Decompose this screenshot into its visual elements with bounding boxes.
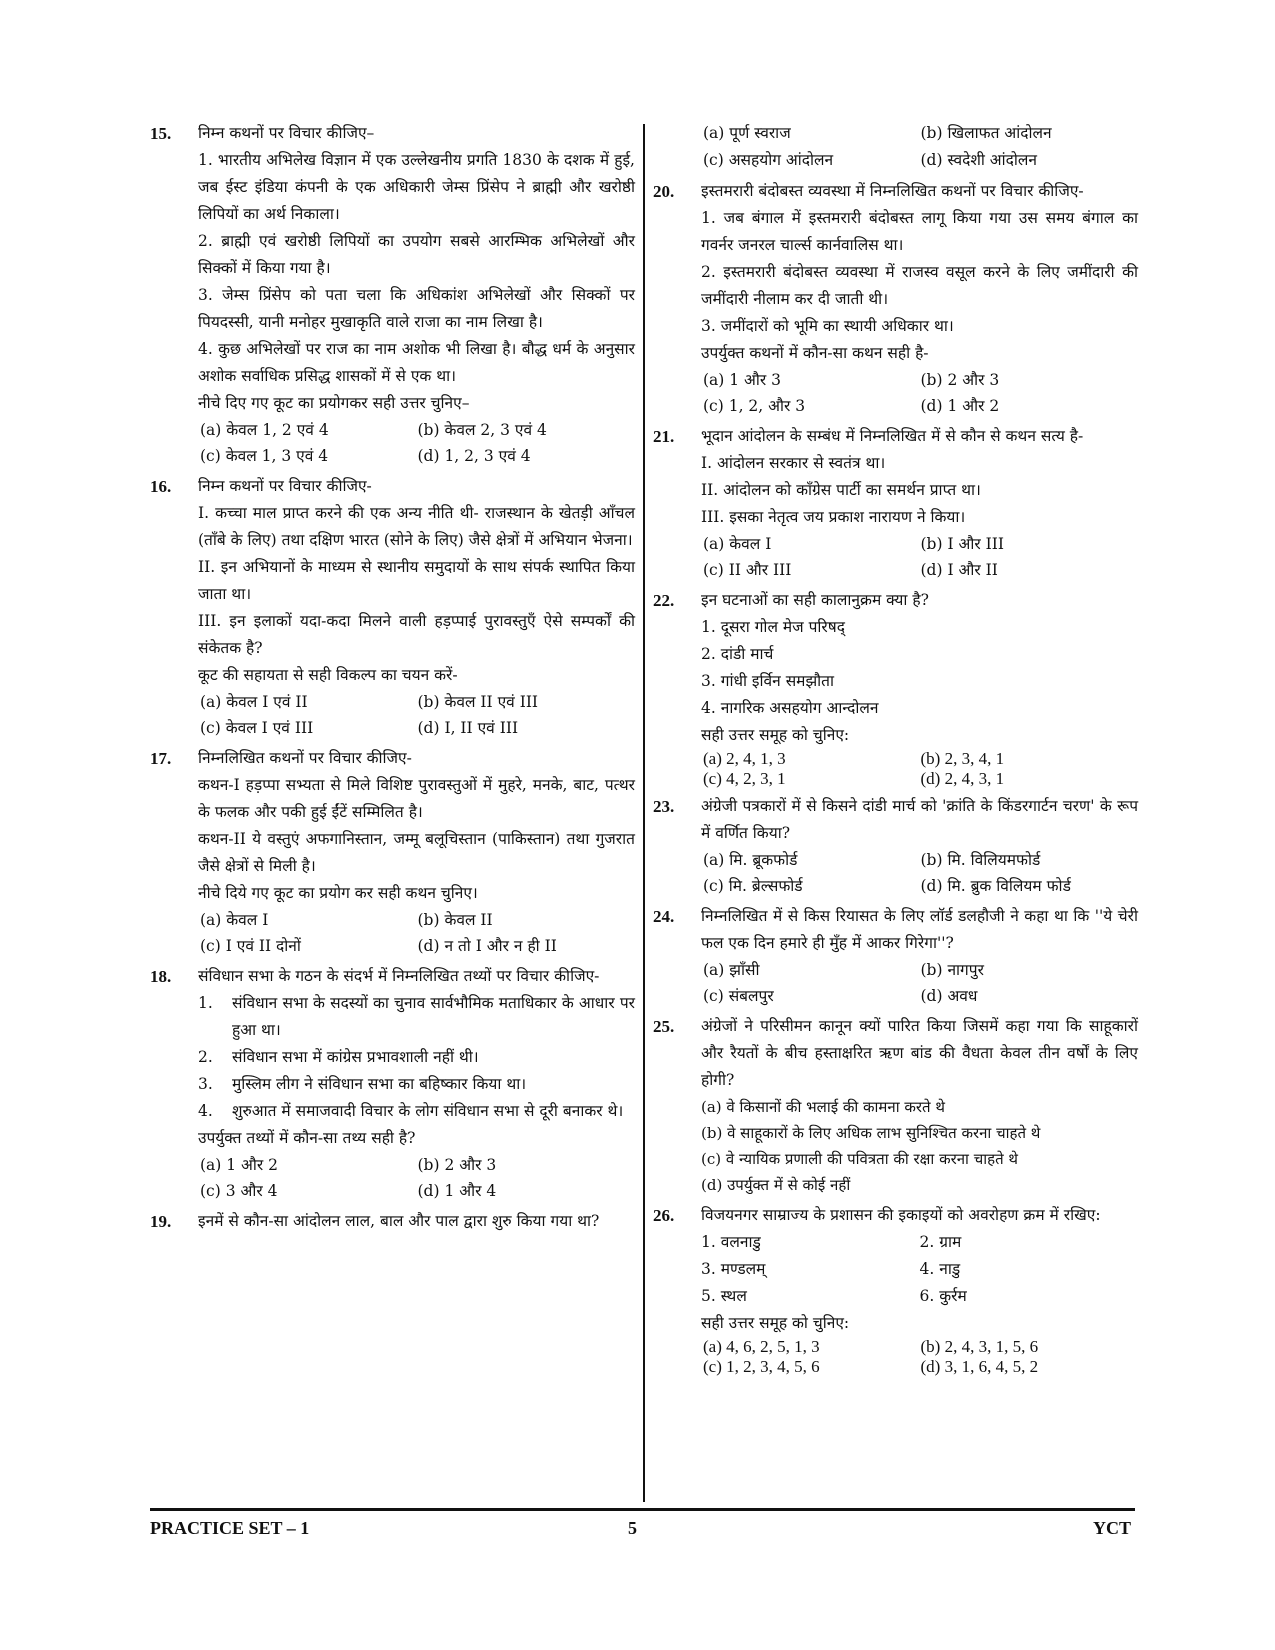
item-text: संविधान सभा के सदस्यों का चुनाव सार्वभौमिक मताधिकार के आधार पर हुआ था। — [232, 994, 635, 1039]
option-d[interactable]: (d) उपर्युक्त में से कोई नहीं — [701, 1176, 851, 1194]
list-item: 6. कुर्रम — [919, 1287, 967, 1305]
question-number: 15. — [150, 124, 172, 143]
statement: 3. गांधी इर्विन समझौता — [701, 672, 835, 690]
question-text: संविधान सभा के गठन के संदर्भ में निम्नलिखित तथ्यों पर विचार कीजिए- — [198, 967, 600, 985]
options — [701, 957, 1138, 1009]
option-b[interactable]: (b) केवल 2, 3 एवं 4 — [417, 421, 547, 439]
question-number: 22. — [653, 591, 675, 610]
statement: 3. जेम्स प्रिंसेप को पता चला कि अधिकांश अभिलेखों और सिक्कों पर पियदस्सी, यानी मनोहर मुखाकृति वाले राजा का नाम लिखा है। — [198, 286, 635, 331]
question-24 — [653, 903, 1138, 1009]
option-c[interactable]: (c) 1, 2, और 3 — [703, 397, 806, 415]
option-a[interactable]: (a) वे किसानों की भलाई की कामना करते थे — [701, 1098, 945, 1116]
statement: कथन-II ये वस्तुएं अफगानिस्तान, जम्मू बलूचिस्तान (पाकिस्तान) तथा गुजरात जैसे क्षेत्रों से मिली है। — [198, 830, 635, 875]
question-prompt: सही उत्तर समूह को चुनिए: — [701, 1314, 850, 1332]
question-prompt: कूट की सहायता से सही विकल्प का चयन करें- — [198, 666, 458, 684]
question-text: इनमें से कौन-सा आंदोलन लाल, बाल और पाल द्वारा शुरु किया गया था? — [198, 1212, 600, 1230]
option-d[interactable]: (d) 2, 4, 3, 1 — [920, 769, 1005, 788]
option-a[interactable]: (a) 4, 6, 2, 5, 1, 3 — [703, 1337, 820, 1356]
option-c[interactable]: (c) II और III — [703, 561, 792, 579]
list-item — [198, 1098, 635, 1125]
option-d[interactable]: (d) I और II — [920, 561, 998, 579]
option-a[interactable]: (a) 2, 4, 1, 3 — [703, 749, 786, 768]
option-d[interactable]: (d) 1, 2, 3 एवं 4 — [417, 447, 531, 465]
statement: 1. दूसरा गोल मेज परिषद् — [701, 618, 845, 636]
option-d[interactable]: (d) I, II एवं III — [417, 719, 519, 737]
statement: II. इन अभियानों के माध्यम से स्थानीय समुदायों के साथ संपर्क स्थापित किया जाता था। — [198, 558, 635, 603]
item-text: मुस्लिम लीग ने संविधान सभा का बहिष्कार किया था। — [232, 1075, 527, 1093]
statement: 1. भारतीय अभिलेख विज्ञान में एक उल्लेखनीय प्रगति 1830 के दशक में हुई, जब ईस्ट इंडिया कंपनी के एक अधिकारी जेम्स प्रिंसेप ने ब्राह्मी और खरोष्ठी लिपियों का अर्थ निकाला। — [198, 151, 635, 223]
question-21 — [653, 423, 1138, 583]
question-text: अंग्रेजों ने परिसीमन कानून क्यों पारित किया जिसमें कहा गया कि साहूकारों और रैयतों के बीच हस्ताक्षरित ऋण बांड की वैधता केवल तीन वर्षों के लिए होगी? — [701, 1017, 1138, 1089]
left-column — [150, 120, 635, 1239]
statement: 3. जमींदारों को भूमि का स्थायी अधिकार था। — [701, 317, 954, 335]
question-text: निम्न कथनों पर विचार कीजिए- — [198, 477, 372, 495]
options — [198, 907, 635, 959]
option-a[interactable]: (a) केवल I — [703, 535, 772, 553]
question-text: निम्नलिखित में से किस रियासत के लिए लॉर्ड डलहौजी ने कहा था कि ''ये चेरी फल एक दिन हमारे ही मुँह में आकर गिरेगा''? — [701, 907, 1138, 952]
question-19 — [150, 1208, 635, 1235]
question-number: 16. — [150, 477, 172, 496]
list-item — [198, 1071, 635, 1098]
options — [701, 847, 1138, 899]
option-a[interactable]: (a) झाँसी — [703, 961, 760, 979]
question-text: निम्न कथनों पर विचार कीजिए– — [198, 124, 375, 142]
options — [701, 1094, 1138, 1198]
question-number: 26. — [653, 1206, 675, 1225]
question-19-options — [653, 120, 1138, 174]
question-text: भूदान आंदोलन के सम्बंध में निम्नलिखित में से कौन से कथन सत्य है- — [701, 427, 1084, 445]
statement: कथन-I हड़प्पा सभ्यता से मिले विशिष्ट पुरावस्तुओं में मुहरे, मनके, बाट, पत्थर के फलक और पकी हुई ईंटें सम्मिलित है। — [198, 776, 635, 821]
statement: 2. ब्राह्मी एवं खरोष्ठी लिपियों का उपयोग सबसे आरम्भिक अभिलेखों और सिक्कों में किया गया है। — [198, 232, 635, 277]
question-number: 17. — [150, 749, 172, 768]
question-text: विजयनगर साम्राज्य के प्रशासन की इकाइयों को अवरोहण क्रम में रखिए: — [701, 1206, 1101, 1224]
options — [198, 689, 635, 741]
option-b[interactable]: (b) 2 और 3 — [920, 371, 1000, 389]
statement: II. आंदोलन को काँग्रेस पार्टी का समर्थन प्राप्त था। — [701, 481, 981, 499]
footer-rule — [150, 1508, 1135, 1511]
list-item: 5. स्थल — [701, 1287, 747, 1305]
item-number: 1. — [198, 994, 213, 1012]
question-number: 20. — [653, 182, 675, 201]
footer-set-label: PRACTICE SET – 1 — [150, 1518, 310, 1538]
question-number: 19. — [150, 1212, 172, 1231]
statement: I. कच्चा माल प्राप्त करने की एक अन्य नीति थी- राजस्थान के खेतड़ी आँचल (ताँबे के लिए) तथा दक्षिण भारत (सोने के लिए) जैसे क्षेत्रों में अभियान भेजना। — [198, 504, 635, 549]
options — [198, 1152, 635, 1204]
question-prompt: नीचे दिये गए कूट का प्रयोग कर सही कथन चुनिए। — [198, 884, 478, 902]
option-b[interactable]: (b) 2, 4, 3, 1, 5, 6 — [920, 1337, 1039, 1356]
option-a[interactable]: (a) केवल I — [200, 911, 269, 929]
option-a[interactable]: (a) मि. ब्रूकफोर्ड — [703, 851, 798, 869]
question-number: 24. — [653, 907, 675, 926]
item-text: संविधान सभा में कांग्रेस प्रभावशाली नहीं थी। — [232, 1048, 479, 1066]
question-number: 23. — [653, 797, 675, 816]
question-23 — [653, 793, 1138, 899]
list-item: 2. ग्राम — [919, 1233, 962, 1251]
question-prompt: नीचे दिए गए कूट का प्रयोगकर सही उत्तर चुनिए– — [198, 394, 470, 412]
option-c[interactable]: (c) मि. ब्रेल्सफोर्ड — [703, 877, 803, 895]
list-item: 4. नाडु — [919, 1260, 961, 1278]
option-d[interactable]: (d) 1 और 4 — [417, 1182, 497, 1200]
statement: 2. दांडी मार्च — [701, 645, 774, 663]
option-b[interactable]: (b) I और III — [920, 535, 1004, 553]
statement: I. आंदोलन सरकार से स्वतंत्र था। — [701, 454, 886, 472]
option-c[interactable]: (c) वे न्यायिक प्रणाली की पवित्रता की रक्षा करना चाहते थे — [701, 1150, 1018, 1168]
item-number: 2. — [198, 1048, 213, 1066]
list-item — [198, 990, 635, 1044]
option-d[interactable]: (d) 3, 1, 6, 4, 5, 2 — [920, 1357, 1039, 1376]
question-text: अंग्रेजी पत्रकारों में से किसने दांडी मार्च को 'क्रांति के किंडरगार्टन चरण' के रूप में वर्णित किया? — [701, 797, 1138, 842]
option-b[interactable]: (b) वे साहूकारों के लिए अधिक लाभ सुनिश्चित करना चाहते थे — [701, 1124, 1041, 1142]
question-text: इन घटनाओं का सही कालानुक्रम क्या है? — [701, 591, 929, 609]
option-c[interactable]: (c) 1, 2, 3, 4, 5, 6 — [703, 1357, 820, 1376]
question-number: 21. — [653, 427, 675, 446]
question-prompt: उपर्युक्त तथ्यों में कौन-सा तथ्य सही है? — [198, 1129, 416, 1147]
option-d[interactable]: (d) स्वदेशी आंदोलन — [920, 151, 1038, 169]
option-a[interactable]: (a) केवल 1, 2 एवं 4 — [200, 421, 329, 439]
option-a[interactable]: (a) 1 और 2 — [200, 1156, 279, 1174]
statement: III. इन इलाकों यदा-कदा मिलने वाली हड़प्पाई पुरावस्तुएँ ऐसे सम्पर्कों की संकेतक है? — [198, 612, 635, 657]
item-number: 3. — [198, 1075, 213, 1093]
options — [701, 1337, 1138, 1377]
question-16 — [150, 473, 635, 741]
option-c[interactable]: (c) संबलपुर — [703, 987, 774, 1005]
option-b[interactable]: (b) केवल II — [417, 911, 493, 929]
question-number: 25. — [653, 1017, 675, 1036]
option-c[interactable]: (c) I एवं II दोनों — [200, 937, 301, 955]
options — [701, 749, 1138, 789]
option-c[interactable]: (c) असहयोग आंदोलन — [703, 151, 834, 169]
question-text: इस्तमरारी बंदोबस्त व्यवस्था में निम्नलिखित कथनों पर विचार कीजिए- — [701, 182, 1084, 200]
option-b[interactable]: (b) मि. विलियमफोर्ड — [920, 851, 1041, 869]
option-d[interactable]: (d) अवध — [920, 987, 978, 1005]
options — [701, 531, 1138, 583]
option-b[interactable]: (b) 2, 3, 4, 1 — [920, 749, 1005, 768]
item-text: शुरुआत में समाजवादी विचार के लोग संविधान सभा से दूरी बनाकर थे। — [232, 1102, 624, 1120]
option-c[interactable]: (c) 3 और 4 — [200, 1182, 278, 1200]
option-b[interactable]: (b) खिलाफत आंदोलन — [920, 124, 1052, 142]
question-26 — [653, 1202, 1138, 1377]
question-22 — [653, 587, 1138, 789]
options — [198, 417, 635, 469]
statement: 4. नागरिक असहयोग आन्दोलन — [701, 699, 879, 717]
options — [701, 367, 1138, 419]
option-b[interactable]: (b) 2 और 3 — [417, 1156, 497, 1174]
option-c[interactable]: (c) केवल 1, 3 एवं 4 — [200, 447, 329, 465]
unit-list — [701, 1229, 1138, 1310]
list-item — [198, 1044, 635, 1071]
option-a[interactable]: (a) केवल I एवं II — [200, 693, 308, 711]
statement: 1. जब बंगाल में इस्तमरारी बंदोबस्त लागू किया गया उस समय बंगाल का गवर्नर जनरल चार्ल्स कार्नवालिस था। — [701, 209, 1138, 254]
option-c[interactable]: (c) केवल I एवं III — [200, 719, 314, 737]
statement: 4. कुछ अभिलेखों पर राज का नाम अशोक भी लिखा है। बौद्ध धर्म के अनुसार अशोक सर्वाधिक प्रसिद्ध शासकों में से एक था। — [198, 340, 635, 385]
statement: III. इसका नेतृत्व जय प्रकाश नारायण ने किया। — [701, 508, 966, 526]
question-prompt: सही उत्तर समूह को चुनिए: — [701, 726, 850, 744]
publisher-label: YCT — [1093, 1518, 1132, 1538]
list-item: 1. वलनाडु — [701, 1233, 761, 1251]
option-d[interactable]: (d) मि. ब्रुक विलियम फोर्ड — [920, 877, 1071, 895]
option-b[interactable]: (b) केवल II एवं III — [417, 693, 539, 711]
column-divider — [643, 124, 645, 1502]
question-17 — [150, 745, 635, 959]
right-column — [653, 120, 1138, 1381]
option-a[interactable]: (a) पूर्ण स्वराज — [703, 124, 791, 142]
option-d[interactable]: (d) 1 और 2 — [920, 397, 1000, 415]
question-18 — [150, 963, 635, 1204]
option-c[interactable]: (c) 4, 2, 3, 1 — [703, 769, 786, 788]
option-d[interactable]: (d) न तो I और न ही II — [417, 937, 557, 955]
question-text: निम्नलिखित कथनों पर विचार कीजिए- — [198, 749, 412, 767]
option-b[interactable]: (b) नागपुर — [920, 961, 984, 979]
question-25 — [653, 1013, 1138, 1198]
question-prompt: उपर्युक्त कथनों में कौन-सा कथन सही है- — [701, 344, 929, 362]
question-15 — [150, 120, 635, 469]
question-20 — [653, 178, 1138, 419]
list-item: 3. मण्डलम् — [701, 1260, 766, 1278]
option-a[interactable]: (a) 1 और 3 — [703, 371, 782, 389]
item-number: 4. — [198, 1102, 213, 1120]
question-number: 18. — [150, 967, 172, 986]
statement: 2. इस्तमरारी बंदोबस्त व्यवस्था में राजस्व वसूल करने के लिए जमींदारी की जमींदारी नीलाम कर दी जाती थी। — [701, 263, 1138, 308]
page-number: 5 — [628, 1518, 637, 1538]
